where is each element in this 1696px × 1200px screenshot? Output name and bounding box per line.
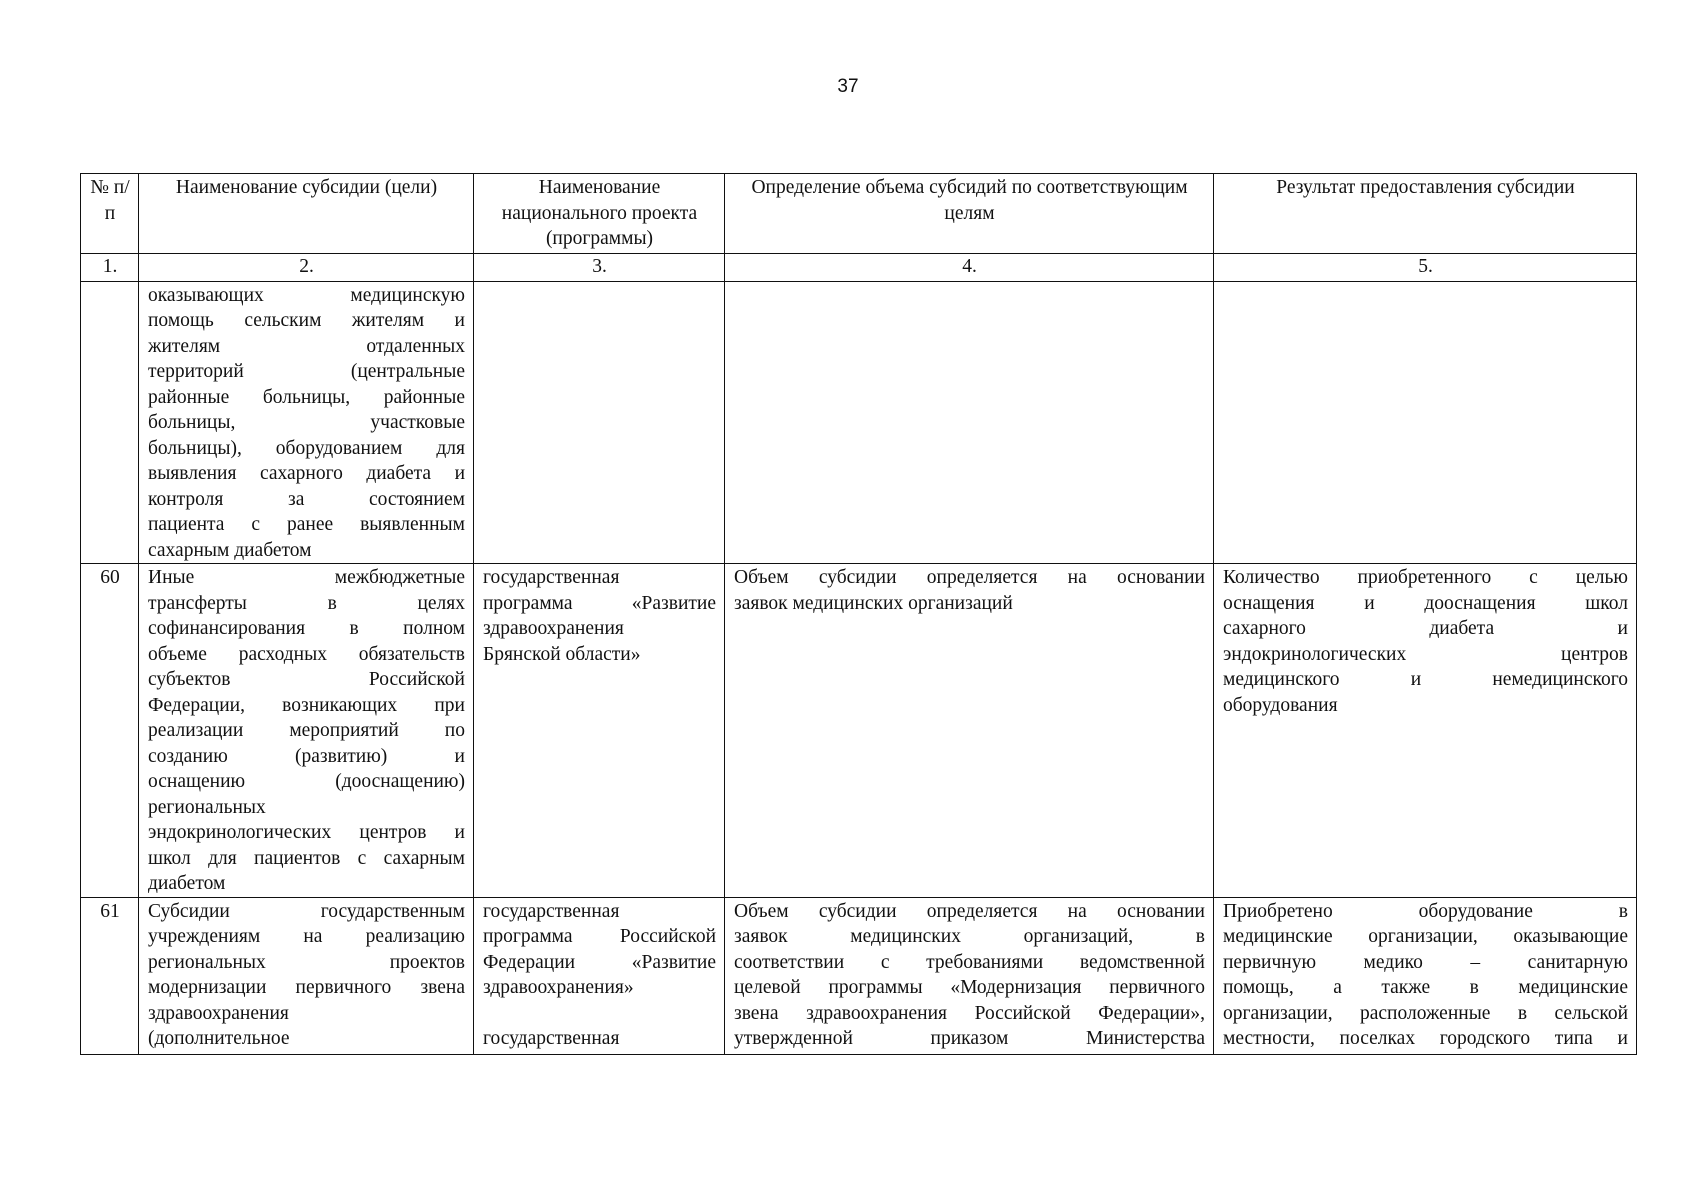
header-national-project: Наименование национального проекта (программы)	[474, 174, 725, 254]
cell-line: оказывающих медицинскую	[148, 284, 465, 306]
cell-line: оборудования	[1223, 694, 1338, 716]
cell-line: государственная	[483, 567, 620, 589]
header-volume-definition: Определение объема субсидий по соответствующим целям	[725, 174, 1214, 254]
header-subsidy-name: Наименование субсидии (цели)	[139, 174, 474, 254]
cell-line: сахарного диабета и	[1223, 618, 1628, 640]
cell-line: целевой программы «Модернизация первичного	[734, 977, 1205, 999]
column-number: 1.	[81, 253, 139, 281]
column-number: 5.	[1214, 253, 1637, 281]
cell-line: первичную медико – санитарную	[1223, 951, 1628, 973]
volume-definition-cell	[725, 897, 1214, 1054]
cell-line: сахарным диабетом	[148, 539, 312, 561]
national-project-cell	[474, 564, 725, 898]
row-number: 60	[81, 564, 139, 898]
cell-line: организации, расположенные в сельской	[1223, 1002, 1628, 1024]
cell-line: пациента с ранее выявленным	[148, 514, 465, 536]
column-number: 4.	[725, 253, 1214, 281]
cell-line: здравоохранения	[148, 1002, 289, 1024]
cell-line: соответствии с требованиями ведомственной	[734, 951, 1205, 973]
column-number-row	[81, 253, 1637, 281]
cell-line: Иные межбюджетные	[148, 567, 465, 589]
cell-line: местности, поселках городского типа и	[1223, 1028, 1628, 1050]
cell-line: школ для пациентов с сахарным	[148, 847, 465, 869]
cell-line: Брянской области»	[483, 643, 641, 665]
cell-line: районные больницы, районные	[148, 386, 465, 408]
cell-line: региональных проектов	[148, 951, 465, 973]
column-number: 2.	[139, 253, 474, 281]
subsidy-name-cell	[139, 897, 474, 1054]
cell-line: оснащения и дооснащения школ	[1223, 592, 1628, 614]
cell-line: государственная	[483, 900, 620, 922]
row-number: 61	[81, 897, 139, 1054]
cell-line: звена здравоохранения Российской Федерации»,	[734, 1002, 1205, 1024]
cell-line: объеме расходных обязательств	[148, 643, 465, 665]
volume-definition-cell	[725, 564, 1214, 898]
cell-line: Приобретено оборудование в	[1223, 900, 1628, 922]
cell-line: заявок медицинских организаций, в	[734, 926, 1205, 948]
cell-line: больницы, участковые	[148, 412, 465, 434]
header-result: Результат предоставления субсидии	[1214, 174, 1637, 254]
cell-line: (дополнительное	[148, 1028, 290, 1050]
table-row	[81, 281, 1637, 564]
cell-line: эндокринологических центров и	[148, 822, 465, 844]
cell-line: выявления сахарного диабета и	[148, 463, 465, 485]
cell-line: Федерации, возникающих при	[148, 694, 465, 716]
national-project-cell	[474, 281, 725, 564]
table-header-row	[81, 174, 1637, 254]
cell-line: медицинского и немедицинского	[1223, 669, 1628, 691]
volume-definition-cell	[725, 281, 1214, 564]
row-number	[81, 281, 139, 564]
cell-line: Субсидии государственным	[148, 900, 465, 922]
cell-line: заявок медицинских организаций	[734, 592, 1013, 614]
column-number: 3.	[474, 253, 725, 281]
cell-line: помощь сельским жителям и	[148, 310, 465, 332]
cell-line: субъектов Российской	[148, 669, 465, 691]
subsidy-name-cell	[139, 564, 474, 898]
cell-line: государственная	[483, 1028, 620, 1050]
cell-line: диабетом	[148, 873, 226, 895]
cell-line: программа «Развитие	[483, 592, 716, 614]
cell-line: трансферты в целях	[148, 592, 465, 614]
cell-line: Федерации «Развитие	[483, 951, 716, 973]
cell-line: софинансирования в полном	[148, 618, 465, 640]
national-project-cell	[474, 897, 725, 1054]
cell-line: утвержденной приказом Министерства	[734, 1028, 1205, 1050]
cell-line: региональных	[148, 796, 266, 818]
cell-line: реализации мероприятий по	[148, 720, 465, 742]
cell-line: здравоохранения»	[483, 977, 634, 999]
cell-line: эндокринологических центров	[1223, 643, 1628, 665]
subsidy-name-cell	[139, 281, 474, 564]
cell-line: здравоохранения	[483, 618, 624, 640]
cell-line: модернизации первичного звена	[148, 977, 465, 999]
cell-line: Объем субсидии определяется на основании	[734, 900, 1205, 922]
table-row	[81, 564, 1637, 898]
header-number: № п/п	[81, 174, 139, 254]
cell-line: территорий (центральные	[148, 361, 465, 383]
cell-line: помощь, а также в медицинские	[1223, 977, 1628, 999]
cell-line: контроля за состоянием	[148, 488, 465, 510]
cell-line: Количество приобретенного с целью	[1223, 567, 1628, 589]
cell-line: оснащению (дооснащению)	[148, 771, 465, 793]
cell-line: созданию (развитию) и	[148, 745, 465, 767]
result-cell	[1214, 897, 1637, 1054]
table-row	[81, 897, 1637, 1054]
result-cell	[1214, 281, 1637, 564]
cell-line: больницы), оборудованием для	[148, 437, 465, 459]
cell-line: учреждениям на реализацию	[148, 926, 465, 948]
cell-line	[483, 1001, 716, 1027]
result-cell	[1214, 564, 1637, 898]
cell-line: жителям отдаленных	[148, 335, 465, 357]
subsidy-table	[80, 173, 1637, 1055]
cell-line: программа Российской	[483, 926, 716, 948]
cell-line: Объем субсидии определяется на основании	[734, 567, 1205, 589]
page-number: 37	[837, 76, 859, 97]
cell-line: медицинские организации, оказывающие	[1223, 926, 1628, 948]
